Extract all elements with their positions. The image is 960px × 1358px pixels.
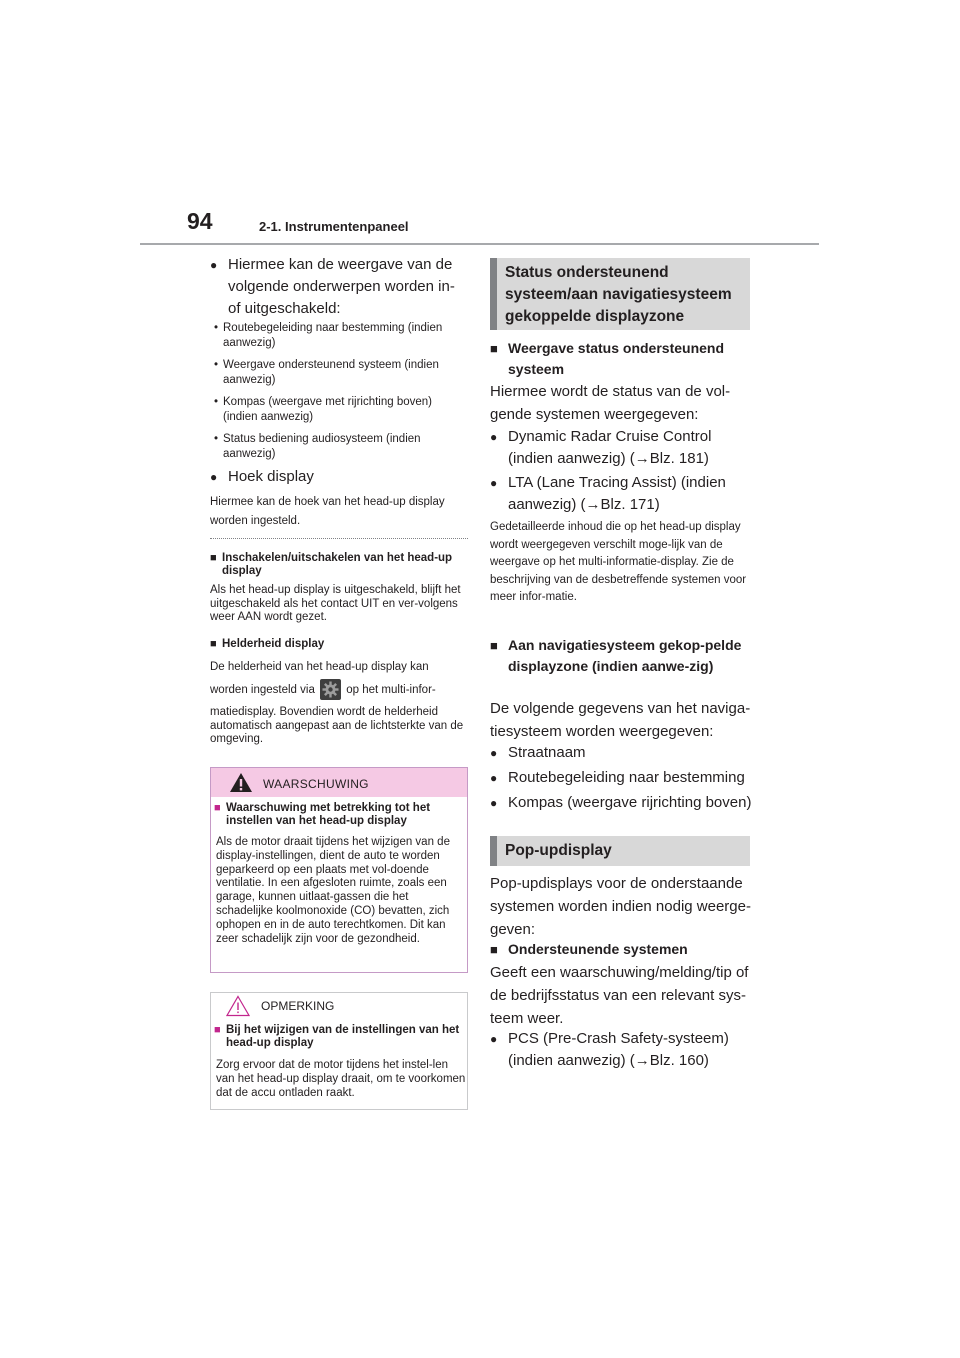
list-item: • Status bediening audiosysteem (indien aanwezig) (214, 433, 421, 460)
note-heading: ■ Bij het wijzigen van de instellingen van het head-up display (214, 1024, 460, 1049)
support-text: Geeft een waarschuwing/melding/tip of de bedrijfsstatus van een relevant sys-teem weer. (490, 964, 749, 1027)
bullet-dot-icon: ● (490, 430, 498, 444)
bullet-small-icon: • (214, 433, 219, 445)
list-item: ● Routebegeleiding naar bestemming (490, 767, 752, 789)
bullet-dot-icon: ● (490, 476, 498, 490)
popup-heading-box: Pop-updisplay (490, 836, 750, 866)
list-item: ● Dynamic Radar Cruise Control (indien aanwezig) (→Blz. 181) (490, 428, 712, 467)
status-text: Hiermee wordt de status van de vol-gende systemen weergegeven: (490, 383, 731, 423)
section-divider (210, 538, 468, 539)
square-bullet-icon: ■ (214, 802, 221, 814)
square-bullet-icon: ■ (214, 1024, 221, 1036)
support-subheading: ■ Ondersteunende systemen (490, 939, 752, 960)
list-item: ● LTA (Lane Tracing Assist) (indien aanwezig) (→Blz. 171) (490, 474, 726, 513)
list-item: • Weergave ondersteunend systeem (indien aanwezig) (214, 359, 439, 386)
bullet-dot-icon: ● (490, 746, 498, 760)
list-item: ● Straatnaam (490, 742, 752, 764)
caution-triangle-icon (226, 995, 250, 1022)
list-item: ● Kompas (weergave rijrichting boven) (490, 792, 752, 814)
brightness-text-1: De helderheid van het head-up display kan (210, 661, 429, 673)
bullet-dot-icon: ● (490, 796, 498, 810)
angle-text: Hiermee kan de hoek van het head-up display worden ingesteld. (210, 496, 445, 527)
bullet-small-icon: • (214, 359, 219, 371)
list-item: • Kompas (weergave met rijrichting boven) (indien aanwezig) (214, 396, 433, 423)
angle-bullet: ● Hoek display (210, 466, 468, 488)
note-text: Zorg ervoor dat de motor tijdens het instel-len van het head-up display draait, om te voorkomen dat de accu ontladen raakt. (216, 1059, 466, 1099)
bullet-dot-icon: ● (490, 1032, 498, 1046)
square-bullet-icon: ■ (490, 638, 498, 653)
header-rule (140, 243, 819, 245)
warning-text: Als de motor draait tijdens het wijzigen van de display-instellingen, dient de auto te worden geparkeerd op een plaats met vol-doende ventilatie. In een afgesloten ruimte, zoals een garage, kunnen uitlaat-gassen die het schadelijke koolmonoxide (CO) bevatten, zich ophopen en in de auto terechtkomen. Dit kan zeer schadelijk zijn voor de gezondheid. (216, 836, 450, 945)
bullet-dot-icon: ● (210, 470, 218, 484)
square-bullet-icon: ■ (210, 638, 217, 650)
note-header (211, 993, 467, 1021)
brightness-heading: ■ Helderheid display (210, 638, 325, 650)
nav-text: De volgende gegevens van het naviga-tiesysteem worden weergegeven: (490, 700, 751, 740)
status-subheading: ■ Weergave status ondersteunend systeem (490, 340, 725, 377)
nav-subheading: ■ Aan navigatiesysteem gekop-pelde displayzone (indien aanwe-zig) (490, 637, 742, 674)
toggle-text: Als het head-up display is uitgeschakeld, blijft het uitgeschakeld als het contact UIT en ver-volgens weer AAN wordt gezet. (210, 584, 461, 623)
list-item: ● PCS (Pre-Crash Safety-systeem) (indien aanwezig) (→Blz. 160) (490, 1030, 729, 1069)
warning-heading: ■ Waarschuwing met betrekking tot het instellen van het head-up display (214, 802, 431, 827)
section-title: 2-1. Instrumentenpaneel (259, 219, 409, 234)
note-title: OPMERKING (261, 999, 335, 1013)
bullet-small-icon: • (214, 396, 219, 408)
status-heading-box: Status ondersteunend systeem/aan navigatiesysteem gekoppelde displayzone (490, 258, 750, 330)
intro-bullet: ● Hiermee kan de weergave van de volgende onderwerpen worden in- of uitgeschakeld: (210, 256, 455, 317)
settings-gear-icon (320, 679, 341, 700)
bullet-dot-icon: ● (490, 771, 498, 785)
square-bullet-icon: ■ (490, 341, 498, 356)
bullet-dot-icon: ● (210, 258, 218, 272)
bullet-small-icon: • (214, 322, 219, 334)
warning-header (211, 768, 467, 797)
popup-text: Pop-updisplays voor de onderstaande systemen worden indien nodig weerge-geven: (490, 875, 751, 938)
warning-triangle-icon (229, 772, 253, 798)
page-number: 94 (187, 208, 213, 234)
toggle-heading: ■ Inschakelen/uitschakelen van het head-up display (210, 552, 453, 577)
list-item: • Routebegeleiding naar bestemming (indien aanwezig) (214, 322, 443, 349)
brightness-text-3: matiedisplay. Bovendien wordt de helderheid automatisch aangepast aan de lichtsterkte van de omgeving. (210, 706, 464, 745)
square-bullet-icon: ■ (490, 942, 498, 957)
warning-title: WAARSCHUWING (263, 777, 369, 791)
square-bullet-icon: ■ (210, 552, 217, 564)
status-note: Gedetailleerde inhoud die op het head-up display wordt weergegeven verschilt moge-lijk van de weergave op het multi-informatie-display. Zie de beschrijving van de desbetreffende systemen voor meer infor-matie. (490, 521, 747, 604)
brightness-text-2: worden ingesteld via op het multi-infor- (210, 679, 468, 702)
